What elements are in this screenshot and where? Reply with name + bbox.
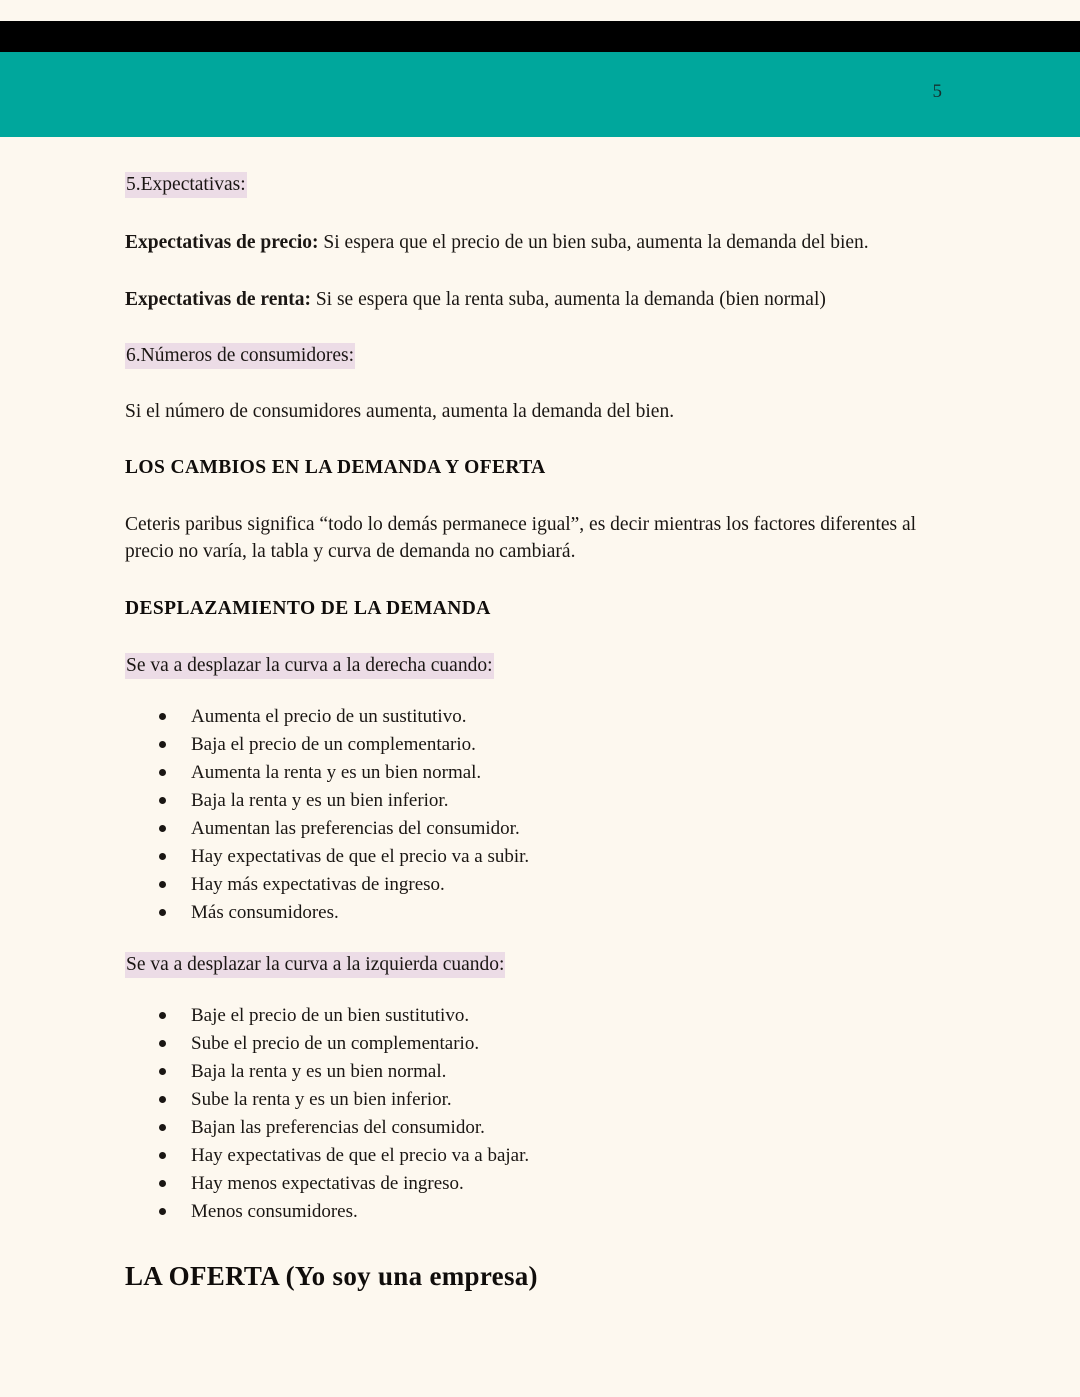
bullet-dot-icon: [159, 1040, 166, 1047]
list-item-label: Baja el precio de un complementario.: [191, 734, 476, 756]
list-item-label: Hay más expectativas de ingreso.: [191, 873, 445, 895]
list-item: [125, 871, 920, 899]
expectativas-renta-text: Si se espera que la renta suba, aumenta la demanda (bien normal): [310, 289, 826, 311]
list-item: [125, 1142, 920, 1170]
list-item-label: Menos consumidores.: [191, 1200, 358, 1222]
list-item: [125, 1030, 920, 1058]
header-teal-bar: [0, 52, 1080, 137]
list-item-label: Hay menos expectativas de ingreso.: [191, 1172, 464, 1194]
heading-desplazar-izquierda: [125, 951, 920, 979]
list-item-label: Más consumidores.: [191, 901, 339, 923]
page-number: 5: [932, 81, 942, 102]
list-item: [125, 843, 920, 871]
page-top-margin: [0, 0, 1080, 21]
list-item: [125, 703, 920, 731]
bullet-dot-icon: [159, 881, 166, 888]
list-item: [125, 1002, 920, 1030]
expectativas-precio-label: Expectativas de precio:: [125, 231, 319, 253]
spacer: [125, 927, 920, 951]
spacer: [125, 978, 920, 1002]
list-desplazar-izquierda: [125, 1002, 920, 1225]
list-item-label: Bajan las preferencias del consumidor.: [191, 1116, 485, 1138]
list-item-label: Sube la renta y es un bien inferior.: [191, 1089, 452, 1111]
heading-expectativas: [125, 171, 920, 199]
spacer: [125, 256, 920, 286]
document-body: [0, 137, 1080, 1293]
list-item-label: Hay expectativas de que el precio va a subir.: [191, 845, 530, 867]
spacer: [125, 370, 920, 398]
list-item: [125, 787, 920, 815]
heading-consumidores-text: 6.Números de consumidores:: [125, 343, 355, 369]
list-item: [125, 1170, 920, 1198]
list-item: [125, 1086, 920, 1114]
heading-desplazar-derecha-text: Se va a desplazar la curva a la derecha cuando:: [125, 653, 494, 679]
list-item-label: Aumenta la renta y es un bien normal.: [191, 762, 482, 784]
list-item: [125, 815, 920, 843]
list-item: [125, 1198, 920, 1226]
spacer: [125, 425, 920, 455]
paragraph-expectativas-precio: [125, 229, 920, 257]
heading-desplazar-izquierda-text: Se va a desplazar la curva a la izquierda cuando:: [125, 952, 505, 978]
paragraph-expectativas-renta: [125, 286, 920, 314]
heading-expectativas-text: 5.Expectativas:: [125, 172, 247, 198]
heading-consumidores: [125, 342, 920, 370]
list-item-label: Hay expectativas de que el precio va a bajar.: [191, 1144, 530, 1166]
list-item: [125, 1058, 920, 1086]
spacer: [125, 199, 920, 229]
bullet-dot-icon: [159, 1012, 166, 1019]
paragraph-ceteris-paribus: Ceteris paribus significa “todo lo demás permanece igual”, es decir mientras los factores diferentes al precio no varía, la tabla y curva de demanda no cambiará.: [125, 513, 917, 563]
list-item: [125, 1114, 920, 1142]
spacer: [125, 679, 920, 703]
heading-desplazar-derecha: [125, 652, 920, 680]
header-black-bar: [0, 21, 1080, 52]
paragraph-consumidores: Si el número de consumidores aumenta, aumenta la demanda del bien.: [125, 400, 675, 422]
bullet-dot-icon: [159, 741, 166, 748]
bullet-dot-icon: [159, 1180, 166, 1187]
bullet-dot-icon: [159, 1152, 166, 1159]
list-item: [125, 899, 920, 927]
list-desplazar-derecha: [125, 703, 920, 926]
list-item-label: Baja la renta y es un bien normal.: [191, 1061, 447, 1083]
spacer: [125, 481, 920, 511]
expectativas-precio-text: Si espera que el precio de un bien suba, aumenta la demanda del bien.: [318, 231, 869, 253]
bullet-dot-icon: [159, 853, 166, 860]
list-item-label: Baje el precio de un bien sustitutivo.: [191, 1005, 470, 1027]
heading-la-oferta: LA OFERTA (Yo soy una empresa): [125, 1260, 538, 1291]
bullet-dot-icon: [159, 1096, 166, 1103]
bullet-dot-icon: [159, 797, 166, 804]
list-item: [125, 731, 920, 759]
list-item-label: Sube el precio de un complementario.: [191, 1033, 480, 1055]
bullet-dot-icon: [159, 713, 166, 720]
bullet-dot-icon: [159, 909, 166, 916]
spacer: [125, 314, 920, 342]
bullet-dot-icon: [159, 1068, 166, 1075]
heading-desplazamiento-demanda: DESPLAZAMIENTO DE LA DEMANDA: [125, 598, 491, 620]
spacer: [125, 622, 920, 652]
spacer: [125, 1226, 920, 1260]
list-item: [125, 759, 920, 787]
bullet-dot-icon: [159, 1124, 166, 1131]
heading-cambios-demanda-oferta: LOS CAMBIOS EN LA DEMANDA Y OFERTA: [125, 457, 546, 479]
list-item-label: Baja la renta y es un bien inferior.: [191, 789, 449, 811]
expectativas-renta-label: Expectativas de renta:: [125, 289, 311, 311]
spacer: [125, 566, 920, 596]
list-item-label: Aumenta el precio de un sustitutivo.: [191, 706, 467, 728]
bullet-dot-icon: [159, 1208, 166, 1215]
bullet-dot-icon: [159, 825, 166, 832]
list-item-label: Aumentan las preferencias del consumidor.: [191, 817, 520, 839]
bullet-dot-icon: [159, 769, 166, 776]
